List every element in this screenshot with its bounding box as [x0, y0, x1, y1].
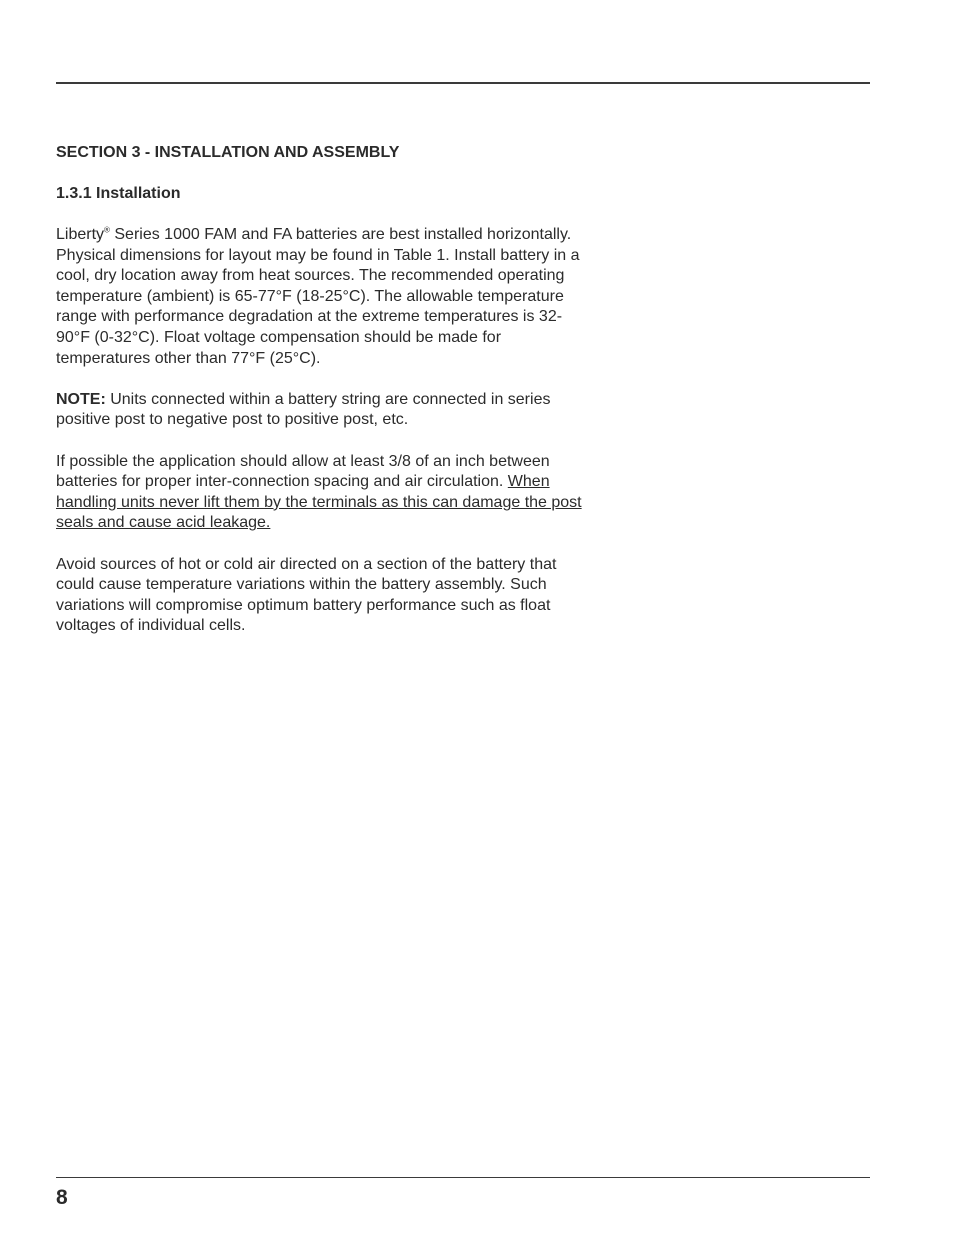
installation-paragraph: [56, 225, 588, 369]
note-text: Units connected within a battery string are connected in series positive post to negative post to positive post, etc.: [56, 390, 551, 429]
note-paragraph: [56, 390, 588, 431]
brand-name: Liberty: [56, 226, 105, 243]
spacing-text: If possible the application should allow at least 3/8 of an inch between batteries for proper inter-connection spacing and air circulation.: [56, 452, 550, 491]
air-sources-paragraph: Avoid sources of hot or cold air directed on a section of the battery that could cause temperature variations within the battery assembly. Such variations will compromise optimum battery performance such as float voltages of individual cells.: [56, 555, 557, 635]
registered-mark: ®: [104, 225, 110, 235]
spacing-paragraph: [56, 452, 588, 534]
note-label: NOTE:: [56, 390, 106, 408]
header-rule: [56, 82, 870, 84]
footer-rule: [56, 1177, 870, 1178]
section-title: SECTION 3 - INSTALLATION AND ASSEMBLY: [56, 144, 400, 161]
handling-warning: When handling units never lift them by the terminals as this can damage the post seals and cause acid leakage.: [56, 473, 582, 532]
subsection-title: 1.3.1 Installation: [56, 185, 181, 202]
page-content: [56, 143, 588, 657]
installation-text: Series 1000 FAM and FA batteries are best installed horizontally. Physical dimensions for layout may be found in Table 1. Install battery in a cool, dry location away from heat sources. The recommended operating temperature (ambient) is 65-77°F (18-25°C). The allowable temperature range with performance degradation at the extreme temperatures is 32-90°F (0-32°C). Float voltage compensation should be made for temperatures other than 77°F (25°C).: [56, 226, 580, 367]
page-number: 8: [56, 1186, 68, 1209]
